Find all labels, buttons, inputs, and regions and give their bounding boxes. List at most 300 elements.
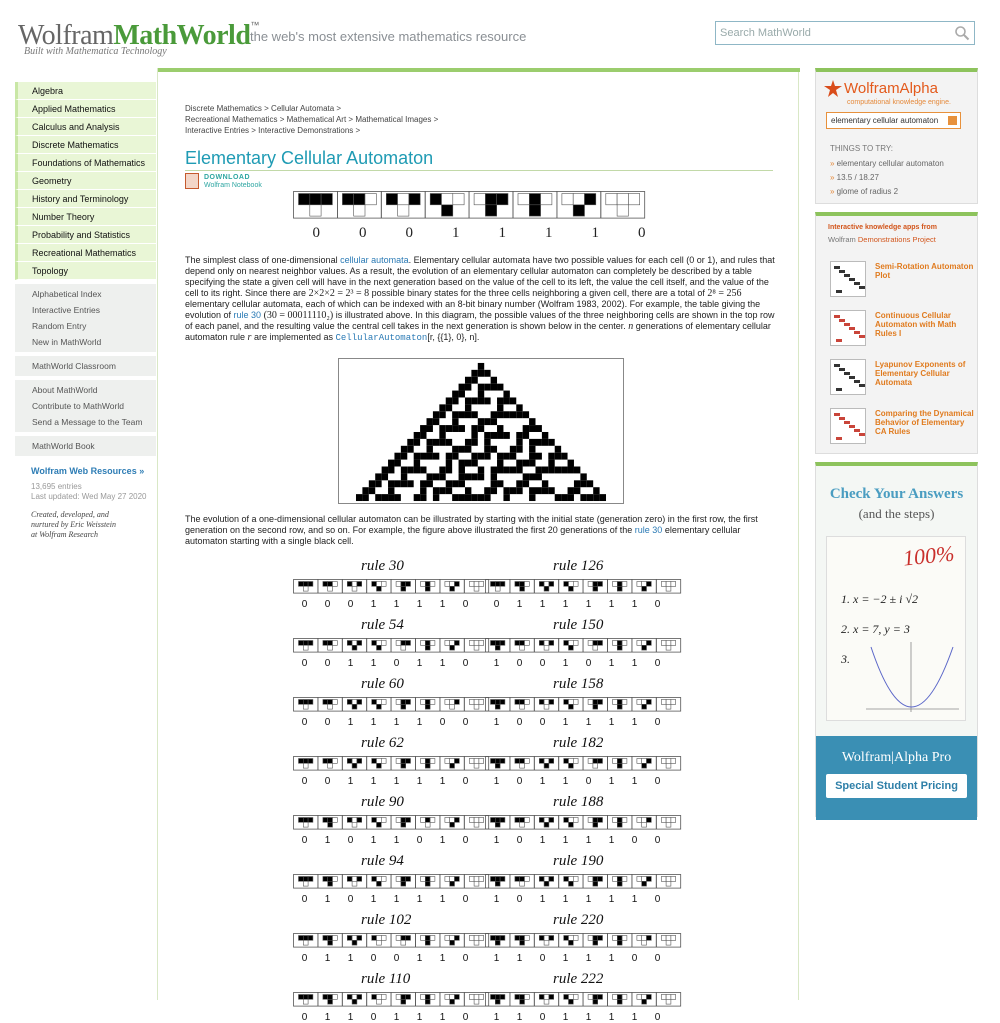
ca-cell bbox=[394, 494, 400, 501]
ca-cell bbox=[529, 494, 535, 501]
rule-label: rule 188 bbox=[553, 794, 604, 810]
ca-cell bbox=[561, 467, 567, 474]
ca-cell bbox=[478, 425, 484, 432]
rule-digit: 0 bbox=[301, 658, 308, 669]
try-item-link[interactable] bbox=[830, 187, 898, 196]
ca-cell bbox=[414, 460, 420, 467]
rule-panel bbox=[337, 192, 381, 219]
ca-cell bbox=[427, 439, 433, 446]
ca-cell bbox=[382, 467, 388, 474]
rule-digit: 1 bbox=[370, 776, 377, 787]
ca-cell bbox=[465, 473, 471, 480]
ca-cell bbox=[529, 439, 535, 446]
breadcrumb-link[interactable]: Discrete Mathematics bbox=[185, 104, 262, 113]
rule-digit: 1 bbox=[591, 225, 599, 241]
ca-cell bbox=[407, 480, 413, 487]
wolframalpha-submit-button[interactable] bbox=[948, 116, 957, 125]
breadcrumb-separator: > bbox=[431, 115, 439, 124]
ca-cell bbox=[414, 439, 420, 446]
rule-digit: 0 bbox=[631, 953, 638, 964]
ca-cell bbox=[465, 487, 471, 494]
rule-digit: 0 bbox=[347, 894, 354, 905]
ca-cell bbox=[555, 446, 561, 453]
rule-digit: 1 bbox=[370, 717, 377, 728]
ca-cell bbox=[510, 397, 516, 404]
ca-cell bbox=[548, 467, 554, 474]
nav-topic-calculus-and-analysis[interactable]: Calculus and Analysis bbox=[15, 118, 156, 136]
rule-digit: 0 bbox=[393, 658, 400, 669]
rule-digit: 1 bbox=[516, 1012, 523, 1023]
rule-digit: 1 bbox=[416, 1012, 423, 1023]
rule-digit: 1 bbox=[562, 717, 569, 728]
math-2x2x2: 2×2×2 = 2³ = 8 bbox=[308, 288, 370, 299]
web-resources-link[interactable]: Wolfram Web Resources » bbox=[31, 466, 145, 476]
rule-digit: 1 bbox=[585, 717, 592, 728]
ca-cell bbox=[420, 467, 426, 474]
credit-line-2: nurtured by Eric Weisstein bbox=[31, 520, 116, 529]
header bbox=[0, 0, 1000, 70]
rule-digit: 1 bbox=[608, 717, 615, 728]
ca-cell bbox=[497, 480, 503, 487]
demo-title-link[interactable]: Lyapunov Exponents of Elementary Cellular Automata bbox=[875, 360, 966, 387]
ca-cell bbox=[465, 377, 471, 384]
ca-cell bbox=[420, 494, 426, 501]
nav-link-random-entry[interactable]: Random Entry bbox=[32, 321, 87, 331]
ca-cell bbox=[516, 480, 522, 487]
rule-table bbox=[485, 874, 675, 894]
rule-digit: 1 bbox=[439, 776, 446, 787]
rule-panel bbox=[534, 993, 558, 1007]
rule-digit: 1 bbox=[324, 894, 331, 905]
rule-digit: 0 bbox=[301, 776, 308, 787]
ca-cell bbox=[523, 473, 529, 480]
ca-cell bbox=[555, 494, 561, 501]
ca-cell bbox=[452, 411, 458, 418]
rule-panel bbox=[342, 875, 366, 889]
nav-link-contribute-to-mathworld[interactable]: Contribute to MathWorld bbox=[32, 401, 124, 411]
breadcrumb-link[interactable]: Recreational Mathematics bbox=[185, 115, 278, 124]
rule-30-link[interactable]: rule 30 bbox=[233, 310, 262, 320]
ca-cell bbox=[568, 460, 574, 467]
demo-thumbnail[interactable] bbox=[830, 408, 866, 444]
demo-title-link[interactable]: Comparing the Dynamical Behavior of Elementary CA Rules bbox=[875, 409, 974, 436]
rule-panel bbox=[656, 639, 680, 653]
rule-panel bbox=[608, 580, 632, 594]
ca-cell bbox=[574, 480, 580, 487]
credit bbox=[31, 510, 156, 540]
rule-panel bbox=[632, 934, 656, 948]
ca-cell bbox=[427, 480, 433, 487]
ca-cell bbox=[439, 425, 445, 432]
rule-panel bbox=[342, 993, 366, 1007]
rule-panel bbox=[367, 698, 391, 712]
breadcrumb-link[interactable]: Mathematical Art bbox=[286, 115, 347, 124]
rule-digit: 0 bbox=[654, 953, 661, 964]
rule-digit: 0 bbox=[585, 776, 592, 787]
ca-cell bbox=[427, 453, 433, 460]
nav-link-alphabetical-index[interactable]: Alphabetical Index bbox=[32, 289, 102, 299]
rule-digit: 1 bbox=[493, 894, 500, 905]
nav-link-about-mathworld[interactable]: About MathWorld bbox=[32, 385, 98, 395]
rule-digit: 1 bbox=[347, 717, 354, 728]
demo-title-link[interactable]: Semi-Rotation Automaton Plot bbox=[875, 262, 974, 280]
nav-topic-history-and-terminology[interactable]: History and Terminology bbox=[15, 190, 156, 208]
rule-panel bbox=[342, 639, 366, 653]
ca-cell bbox=[471, 432, 477, 439]
rule-panel bbox=[608, 816, 632, 830]
demo-thumbnail[interactable] bbox=[830, 310, 866, 346]
ca-cell bbox=[491, 418, 497, 425]
var-r: r bbox=[247, 332, 252, 343]
para1-text-e: is illustrated above. In this diagram, the possible values of the three neighboring cells are shown in the top row of each panel, and the resulting value the central cell takes in the next generation is shown below in the center. bbox=[185, 310, 775, 331]
rule-panel bbox=[486, 639, 510, 653]
ca-cell bbox=[587, 480, 593, 487]
rule-digit: 1 bbox=[562, 894, 569, 905]
para2-text-a: The evolution of a one-dimensional cellular automaton can be illustrated by starting with the initial state (generation zero) in the first row, the first generation on the second row, and so on. For example, the figure above illustrated the first 20 generations of the bbox=[185, 514, 758, 535]
nav-topic-foundations-of-mathematics[interactable]: Foundations of Mathematics bbox=[15, 154, 156, 172]
demos-subheading[interactable] bbox=[828, 235, 936, 244]
search-icon[interactable] bbox=[954, 25, 970, 41]
ca-cell bbox=[478, 473, 484, 480]
breadcrumb bbox=[185, 103, 745, 136]
ca-cell bbox=[491, 467, 497, 474]
rule-panel bbox=[632, 580, 656, 594]
rule-panel bbox=[559, 875, 583, 889]
breadcrumb-separator: > bbox=[249, 126, 259, 135]
rule-panel bbox=[608, 875, 632, 889]
ca-cell bbox=[369, 480, 375, 487]
breadcrumb-link[interactable]: Interactive Entries bbox=[185, 126, 250, 135]
rule-30-link-2[interactable]: rule 30 bbox=[634, 525, 663, 535]
rule-digit: 0 bbox=[462, 776, 469, 787]
ca-cell bbox=[510, 446, 516, 453]
rule-digit: 1 bbox=[562, 1012, 569, 1023]
last-updated: Last updated: Wed May 27 2020 bbox=[31, 492, 147, 501]
ca-cell bbox=[497, 425, 503, 432]
rule-digit: 1 bbox=[324, 1012, 331, 1023]
rule-panel bbox=[367, 580, 391, 594]
rule-panel bbox=[559, 816, 583, 830]
rule-digit: 1 bbox=[493, 658, 500, 669]
rule-digit: 1 bbox=[608, 599, 615, 610]
ca-cell bbox=[478, 384, 484, 391]
ca-cell bbox=[369, 487, 375, 494]
rule-digit: 0 bbox=[439, 717, 446, 728]
credit-line-1: Created, developed, and bbox=[31, 510, 109, 519]
breadcrumb-separator: > bbox=[261, 104, 272, 113]
rule-digits bbox=[293, 599, 477, 610]
rule-panel bbox=[559, 639, 583, 653]
rule-panel bbox=[294, 816, 318, 830]
search-input[interactable] bbox=[720, 25, 950, 41]
rule-digit: 0 bbox=[301, 1012, 308, 1023]
rule-panel bbox=[534, 639, 558, 653]
try-item-link[interactable] bbox=[830, 159, 944, 168]
nav-topic-topology[interactable]: Topology bbox=[15, 262, 156, 280]
rule-panel bbox=[440, 580, 464, 594]
ca-cell bbox=[529, 487, 535, 494]
evolution-paragraph bbox=[185, 514, 775, 547]
ca-cell bbox=[394, 453, 400, 460]
rule-panel bbox=[510, 934, 534, 948]
rule-digit: 0 bbox=[301, 835, 308, 846]
rule-digit: 0 bbox=[516, 717, 523, 728]
ca-cell bbox=[542, 432, 548, 439]
book-link[interactable]: MathWorld Book bbox=[32, 441, 95, 451]
rule-panel bbox=[440, 639, 464, 653]
nav-topic-applied-mathematics[interactable]: Applied Mathematics bbox=[15, 100, 156, 118]
rule-digit: 1 bbox=[516, 599, 523, 610]
rule-digit: 1 bbox=[585, 1012, 592, 1023]
rule-digit: 1 bbox=[452, 225, 460, 241]
ca-cell bbox=[535, 487, 541, 494]
rule-digit: 0 bbox=[347, 599, 354, 610]
rule-panel bbox=[608, 639, 632, 653]
rule-panel bbox=[440, 934, 464, 948]
try-item-link[interactable] bbox=[830, 173, 879, 182]
ca-cell bbox=[433, 487, 439, 494]
rule-panel bbox=[416, 934, 440, 948]
rule-digit: 0 bbox=[462, 835, 469, 846]
nav-link-new-in-mathworld[interactable]: New in MathWorld bbox=[32, 337, 102, 347]
demonstrations-widget bbox=[815, 212, 978, 454]
breadcrumb-link[interactable]: Mathematical Images bbox=[355, 115, 432, 124]
rule-30-digits bbox=[293, 225, 665, 242]
download-label: DOWNLOAD bbox=[204, 174, 250, 181]
rule-table bbox=[293, 992, 483, 1012]
rule-digit: 1 bbox=[370, 658, 377, 669]
rule-digit: 1 bbox=[393, 1012, 400, 1023]
rule-panel bbox=[342, 757, 366, 771]
entries-count: 13,695 entries bbox=[31, 482, 82, 491]
rule-panel bbox=[342, 816, 366, 830]
rule-panel bbox=[318, 993, 342, 1007]
rule-label: rule 150 bbox=[553, 617, 604, 633]
rule-panel bbox=[416, 875, 440, 889]
rule-panel bbox=[486, 816, 510, 830]
ca-cell bbox=[427, 446, 433, 453]
rule-table bbox=[293, 815, 483, 835]
breadcrumb-link[interactable]: Interactive Demonstrations bbox=[258, 126, 354, 135]
math-256: 2⁸ = 256 bbox=[707, 288, 742, 299]
rule-panel bbox=[367, 757, 391, 771]
ca-cell bbox=[471, 397, 477, 404]
rule-digit: 1 bbox=[545, 225, 553, 241]
rule-panel bbox=[416, 639, 440, 653]
rule-digit: 0 bbox=[347, 835, 354, 846]
ca-cell bbox=[568, 494, 574, 501]
demo-thumbnail[interactable] bbox=[830, 359, 866, 395]
ca-cell bbox=[548, 487, 554, 494]
rule-panel bbox=[513, 192, 557, 219]
rule-panel bbox=[440, 993, 464, 1007]
rule-panel bbox=[342, 580, 366, 594]
rule-panel bbox=[559, 993, 583, 1007]
rule-panel bbox=[469, 192, 513, 219]
rule-panel bbox=[367, 875, 391, 889]
rule-digit: 1 bbox=[370, 599, 377, 610]
ca-cell bbox=[388, 494, 394, 501]
rule-digit: 1 bbox=[439, 835, 446, 846]
cellular-automata-link[interactable]: cellular automata bbox=[340, 255, 409, 265]
logo-subtitle: Built with Mathematica Technology bbox=[24, 46, 167, 57]
ca-cell bbox=[420, 425, 426, 432]
rule-digit: 1 bbox=[493, 717, 500, 728]
wolframalpha-input[interactable] bbox=[826, 112, 961, 129]
ca-cell bbox=[580, 480, 586, 487]
rule-panel bbox=[632, 816, 656, 830]
rule-digit: 0 bbox=[301, 894, 308, 905]
rule-digit: 1 bbox=[562, 835, 569, 846]
ca-cell bbox=[516, 467, 522, 474]
rule-table bbox=[485, 697, 675, 717]
rule-digit: 1 bbox=[608, 894, 615, 905]
ca-cell bbox=[484, 494, 490, 501]
rule-digit: 1 bbox=[631, 1012, 638, 1023]
rule-panel bbox=[534, 580, 558, 594]
breadcrumb-separator: > bbox=[277, 115, 287, 124]
ca-cell bbox=[503, 391, 509, 398]
demo-thumbnail[interactable] bbox=[830, 261, 866, 297]
try-item-text: 13.5 / 18.27 bbox=[836, 173, 879, 182]
ca-cell bbox=[362, 487, 368, 494]
main-content bbox=[157, 68, 799, 1023]
ca-cell bbox=[471, 425, 477, 432]
ca-cell bbox=[362, 494, 368, 501]
rule-panel bbox=[416, 816, 440, 830]
download-notebook-button[interactable] bbox=[185, 173, 265, 191]
ca-cell bbox=[523, 460, 529, 467]
rule-digit: 1 bbox=[347, 1012, 354, 1023]
rule-digits bbox=[485, 835, 669, 846]
left-sidebar bbox=[15, 82, 156, 540]
rule-panel bbox=[656, 875, 680, 889]
ca-cell bbox=[491, 487, 497, 494]
rule-panel bbox=[583, 698, 607, 712]
rule-digit: 1 bbox=[608, 1012, 615, 1023]
nav-topic-number-theory[interactable]: Number Theory bbox=[15, 208, 156, 226]
bullet-icon: » bbox=[830, 187, 837, 196]
ca-cell bbox=[446, 487, 452, 494]
rule-digit: 0 bbox=[516, 658, 523, 669]
nav-link-send-a-message-to-the-team[interactable]: Send a Message to the Team bbox=[32, 417, 143, 427]
rule-digit: 1 bbox=[631, 658, 638, 669]
rule-panel bbox=[416, 580, 440, 594]
rule-digits bbox=[485, 717, 669, 728]
rule-panel bbox=[440, 698, 464, 712]
search-box bbox=[715, 21, 975, 45]
breadcrumb-link[interactable]: Cellular Automata bbox=[271, 104, 335, 113]
rule-table bbox=[485, 756, 675, 776]
rule-panel bbox=[534, 875, 558, 889]
rule-digits bbox=[485, 894, 669, 905]
ca-cell bbox=[516, 404, 522, 411]
nav-topic-recreational-mathematics[interactable]: Recreational Mathematics bbox=[15, 244, 156, 262]
rule-digit: 0 bbox=[312, 225, 320, 241]
ca-cell bbox=[388, 487, 394, 494]
ca-cell bbox=[548, 453, 554, 460]
classroom-link[interactable]: MathWorld Classroom bbox=[32, 361, 116, 371]
nav-topic-probability-and-statistics[interactable]: Probability and Statistics bbox=[15, 226, 156, 244]
page-title: Elementary Cellular Automaton bbox=[185, 148, 434, 168]
nav-topic-algebra[interactable]: Algebra bbox=[15, 82, 156, 100]
ca-cell bbox=[375, 494, 381, 501]
ca-cell bbox=[503, 467, 509, 474]
rule-digit: 1 bbox=[416, 953, 423, 964]
ad-line-2: 2. x = 7, y = 3 bbox=[841, 622, 910, 636]
ca-cell bbox=[574, 467, 580, 474]
var-n: n bbox=[628, 321, 634, 332]
ca-cell bbox=[548, 460, 554, 467]
rule-panel bbox=[342, 934, 366, 948]
ca-cell bbox=[535, 473, 541, 480]
ca-cell bbox=[523, 425, 529, 432]
nav-topic-discrete-mathematics[interactable]: Discrete Mathematics bbox=[15, 136, 156, 154]
rule-digit: 0 bbox=[393, 953, 400, 964]
rule-digit: 1 bbox=[347, 953, 354, 964]
ca-cell bbox=[394, 480, 400, 487]
ca-cell bbox=[471, 411, 477, 418]
ca-cell bbox=[478, 418, 484, 425]
rule-panel bbox=[656, 816, 680, 830]
rule-panel bbox=[391, 875, 415, 889]
rule-panel bbox=[318, 580, 342, 594]
ca-cell bbox=[452, 453, 458, 460]
ca-cell bbox=[388, 480, 394, 487]
ca-cell bbox=[471, 377, 477, 384]
rule-digit: 0 bbox=[416, 835, 423, 846]
nav-link-interactive-entries[interactable]: Interactive Entries bbox=[32, 305, 101, 315]
rule-digit: 1 bbox=[493, 776, 500, 787]
ca-cell bbox=[510, 487, 516, 494]
demo-thumbnail-image bbox=[831, 409, 865, 443]
ca-cell bbox=[497, 404, 503, 411]
ca-cell bbox=[580, 473, 586, 480]
rule-panel bbox=[294, 639, 318, 653]
ca-cell bbox=[516, 487, 522, 494]
rule-digit: 1 bbox=[562, 658, 569, 669]
rule-panel bbox=[318, 639, 342, 653]
rule-panel bbox=[534, 757, 558, 771]
cellularautomaton-code-link[interactable]: CellularAutomaton bbox=[335, 333, 428, 343]
rule-table bbox=[485, 933, 675, 953]
rule-panel bbox=[601, 192, 645, 219]
nav-topic-geometry[interactable]: Geometry bbox=[15, 172, 156, 190]
rule-panel bbox=[416, 757, 440, 771]
ca-cell bbox=[484, 432, 490, 439]
ca-cell bbox=[465, 384, 471, 391]
ca-cell bbox=[465, 397, 471, 404]
wolframalpha-name[interactable]: WolframAlpha bbox=[844, 80, 938, 97]
ca-cell bbox=[478, 370, 484, 377]
rule-panel bbox=[367, 993, 391, 1007]
demo-title-link[interactable]: Continuous Cellular Automaton with Math Rules I bbox=[875, 311, 957, 338]
rule-digit: 1 bbox=[393, 894, 400, 905]
ca-cell bbox=[446, 467, 452, 474]
special-student-pricing-button[interactable]: Special Student Pricing bbox=[826, 774, 967, 798]
rule-panel bbox=[294, 934, 318, 948]
ca-cell bbox=[484, 397, 490, 404]
ca-cell bbox=[394, 460, 400, 467]
rule-panel bbox=[608, 757, 632, 771]
para1-text-g: are implemented as bbox=[251, 332, 336, 342]
rule-digits bbox=[485, 953, 669, 964]
ca-cell bbox=[439, 473, 445, 480]
ad-pro-title: Wolfram|Alpha Pro bbox=[841, 750, 952, 765]
rule-digit: 0 bbox=[462, 599, 469, 610]
ca-cell bbox=[459, 411, 465, 418]
wolframalpha-pro-ad[interactable] bbox=[815, 462, 978, 817]
